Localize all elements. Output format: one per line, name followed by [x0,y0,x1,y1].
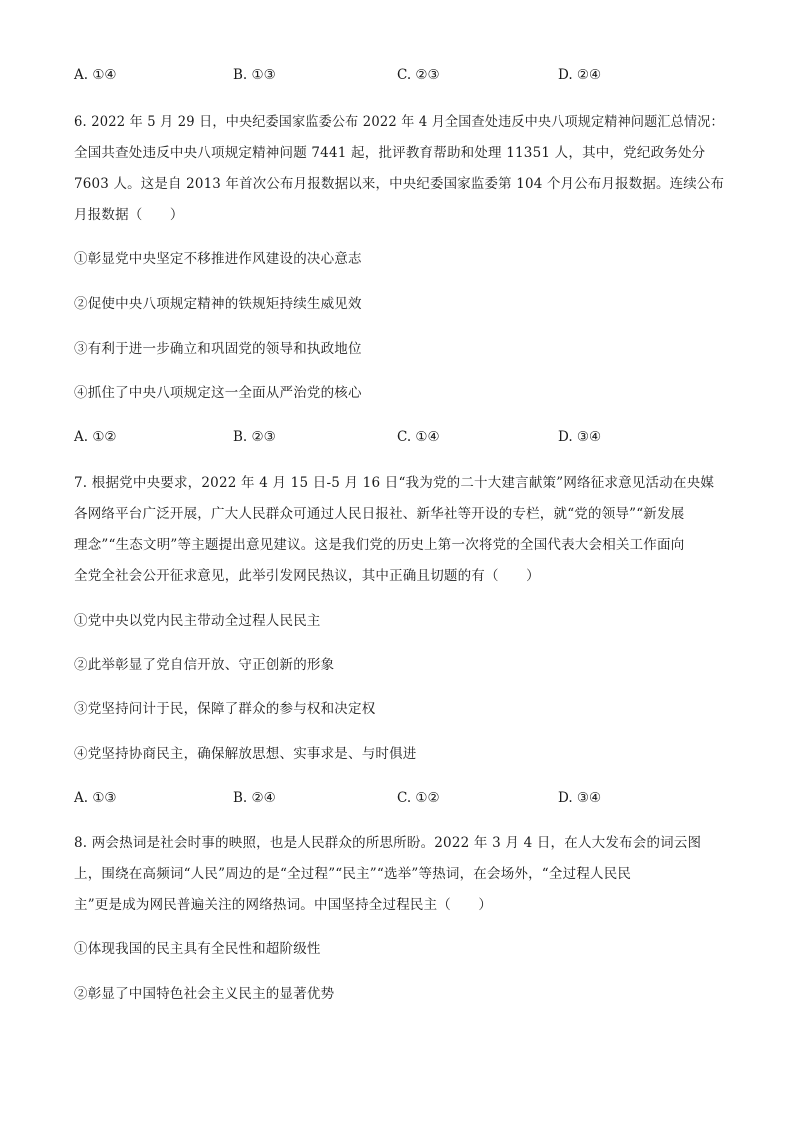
q7-statement-4: ④党坚持协商民主，确保解放思想、实事求是、与时俱进 [74,746,417,762]
q8-stem-line-3: 主”更是成为网民普遍关注的网络热词。中国坚持全过程民主（ ） [74,897,493,913]
q7-stem-line-2: 各网络平台广泛开展，广大人民群众可通过人民日报社、新华社等开设的专栏，就“党的领导”“新发展 [74,506,685,522]
q7-stem-line-4: 全党全社会公开征求意见，此举引发网民热议，其中正确且切题的有（ ） [74,568,540,584]
q7-statement-2: ②此举彰显了党自信开放、守正创新的形象 [74,657,335,673]
q7-option-a: A. ①③ [74,790,117,806]
q6-statement-4: ④抓住了中央八项规定这一全面从严治党的核心 [74,385,362,401]
q7-option-d: D. ③④ [558,790,602,806]
q8-statement-2: ②彰显了中国特色社会主义民主的显著优势 [74,986,335,1002]
q6-option-b: B. ②③ [233,429,276,445]
q7-stem-line-3: 理念”“生态文明”等主题提出意见建议。这是我们党的历史上第一次将党的全国代表大会相关工作面向 [74,537,685,553]
q7-option-c: C. ①② [397,790,440,806]
q6-stem-line-2: 全国共查处违反中央八项规定精神问题 7441 起，批评教育帮助和处理 11351 人，其中，党纪政务处分 [74,145,706,161]
q7-statement-1: ①党中央以党内民主带动全过程人民民主 [74,613,321,629]
q8-statement-1: ①体现我国的民主具有全民性和超阶级性 [74,941,321,957]
q6-statement-1: ①彰显党中央坚定不移推进作风建设的决心意志 [74,251,362,267]
q5-option-c: C. ②③ [397,67,440,83]
q8-stem-line-2: 上，围绕在高频词“人民”周边的是“全过程”“民主”“选举”等热词，在会场外，“全过程人民民 [74,866,632,882]
q5-option-d: D. ②④ [558,67,602,83]
q5-option-a: A. ①④ [74,67,117,83]
q6-option-a: A. ①② [74,429,117,445]
q6-statement-3: ③有利于进一步确立和巩固党的领导和执政地位 [74,341,362,357]
q7-stem-line-1: 7. 根据党中央要求，2022 年 4 月 15 日-5 月 16 日“我为党的二十大建言献策”网络征求意见活动在央媒 [74,475,715,491]
q7-options [74,789,714,807]
q6-stem-line-3: 7603 人。这是自 2013 年首次公布月报数据以来，中央纪委国家监委第 104 个月公布月报数据。连续公布 [74,176,725,192]
q5-option-b: B. ①③ [233,67,276,83]
q6-option-d: D. ③④ [558,429,602,445]
q8-stem-line-1: 8. 两会热词是社会时事的映照，也是人民群众的所思所盼。2022 年 3 月 4 日，在人大发布会的词云图 [74,835,702,851]
q7-statement-3: ③党坚持问计于民，保障了群众的参与权和决定权 [74,701,376,717]
q7-option-b: B. ②④ [233,790,276,806]
q6-option-c: C. ①④ [397,429,440,445]
q6-stem-line-4: 月报数据（ ） [74,207,184,223]
q5-options [74,66,714,84]
q6-stem-line-1: 6. 2022 年 5 月 29 日，中央纪委国家监委公布 2022 年 4 月全国查处违反中央八项规定精神问题汇总情况： [74,114,724,130]
q6-statement-2: ②促使中央八项规定精神的铁规矩持续生威见效 [74,296,362,312]
q6-options [74,428,714,446]
